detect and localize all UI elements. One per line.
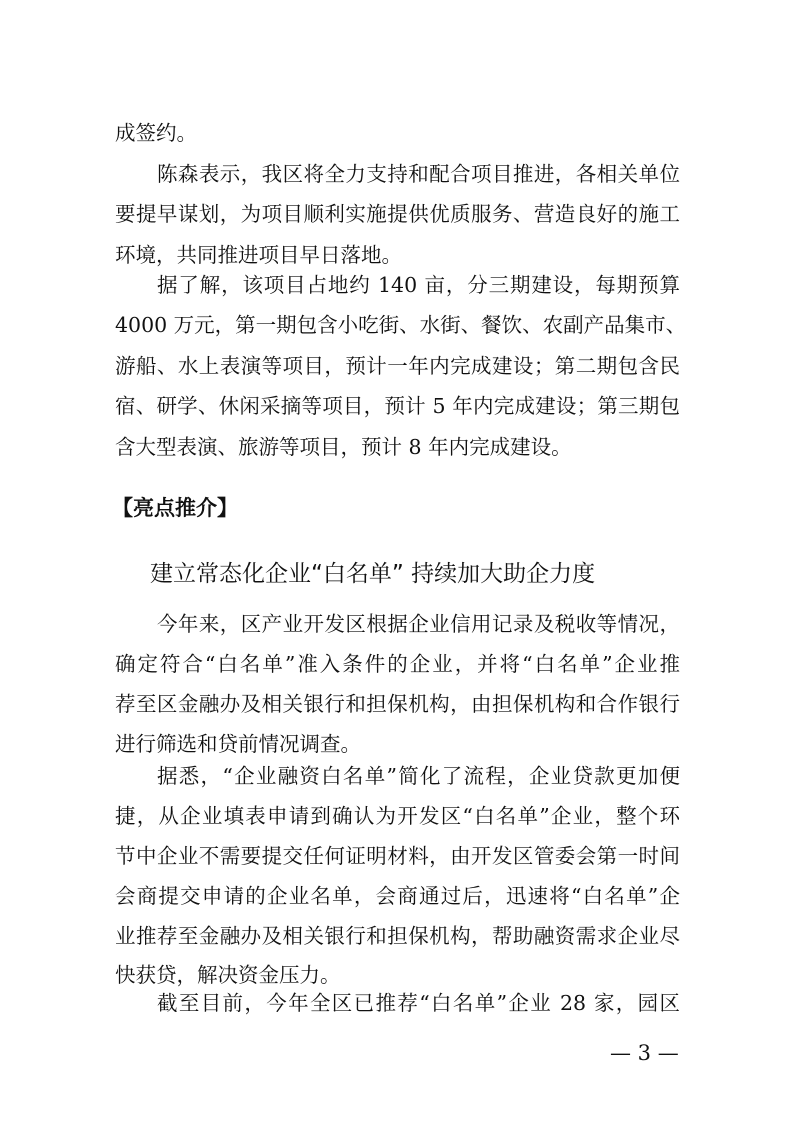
paragraph-line: 节中企业不需要提交任何证明材料，由开发区管委会第一时间	[115, 844, 680, 868]
paragraph-line: 荐至区金融办及相关银行和担保机构，由担保机构和合作银行	[115, 692, 680, 716]
paragraph-line: 截至目前，今年全区已推荐“白名单”企业 28 家，园区	[157, 991, 680, 1015]
paragraph-line: 今年来，区产业开发区根据企业信用记录及税收等情况，	[157, 612, 680, 636]
paragraph-line: 成签约。	[115, 121, 197, 145]
paragraph-line: 游船、水上表演等项目，预计一年内完成建设；第二期包含民	[115, 354, 680, 378]
paragraph-line: 宿、研学、休闲采摘等项目，预计 5 年内完成建设；第三期包	[115, 394, 680, 418]
paragraph-line: 据了解，该项目占地约 140 亩，分三期建设，每期预算	[157, 273, 680, 297]
paragraph-line: 环境，共同推进项目早日落地。	[115, 243, 402, 267]
paragraph-line: 据悉，“企业融资白名单”简化了流程，企业贷款更加便	[157, 764, 680, 788]
paragraph-line: 快获贷，解决资金压力。	[115, 963, 341, 987]
paragraph-line: 陈森表示，我区将全力支持和配合项目推进，各相关单位	[157, 162, 680, 186]
paragraph-line: 业推荐至金融办及相关银行和担保机构，帮助融资需求企业尽	[115, 924, 680, 948]
paragraph-line: 进行筛选和贷前情况调查。	[115, 732, 361, 756]
paragraph-line: 要提早谋划，为项目顺利实施提供优质服务、营造良好的施工	[115, 202, 680, 226]
section-label: 【亮点推介】	[112, 496, 238, 520]
paragraph-line: 捷，从企业填表申请到确认为开发区“白名单”企业，整个环	[115, 804, 680, 828]
article-headline: 建立常态化企业“白名单” 持续加大助企力度	[150, 561, 596, 587]
page-number: — 3 —	[610, 1041, 679, 1065]
paragraph-line: 含大型表演、旅游等项目，预计 8 年内完成建设。	[115, 435, 572, 459]
paragraph-line: 会商提交申请的企业名单，会商通过后，迅速将“白名单”企	[115, 884, 680, 908]
paragraph-line: 4000 万元，第一期包含小吃街、水街、餐饮、农副产品集市、	[115, 313, 687, 337]
paragraph-line: 确定符合“白名单”准入条件的企业，并将“白名单”企业推	[115, 652, 680, 676]
